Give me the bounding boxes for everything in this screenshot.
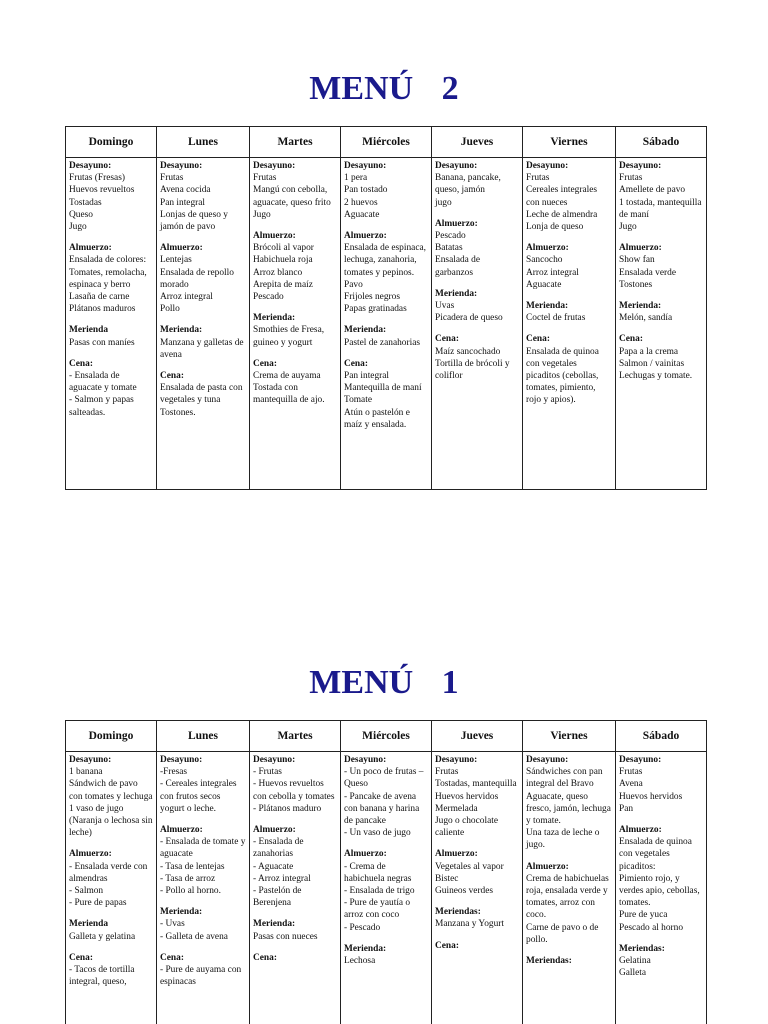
meal-label: Merienda: (344, 325, 387, 336)
meal-item: Pescado (253, 292, 284, 303)
meal-item: Smothies de Fresa, guineo y yogurt (253, 325, 325, 348)
day-meals-cell (523, 752, 616, 1024)
meal-block (526, 861, 612, 946)
meal-block (69, 242, 153, 315)
day-header: Sábado (616, 721, 707, 752)
meal-label: Almuerzo: (344, 849, 387, 860)
meal-label: Desayuno: (253, 161, 296, 171)
meal-block (526, 160, 612, 233)
meal-block (253, 824, 337, 909)
meal-item: - Ensalada de zanahorias (253, 837, 304, 860)
meal-label: Almuerzo: (69, 849, 112, 860)
meal-label: Cena: (253, 358, 277, 369)
meal-item: Sándwich de pavo con tomates y lechuga (69, 779, 153, 802)
meal-label: Almuerzo: (526, 861, 569, 872)
meal-item: Aguacate (526, 279, 562, 290)
meal-item: - Tacos de tortilla integral, queso, (69, 965, 135, 988)
meal-item: - Galleta de avena (160, 931, 228, 942)
meal-item: Ensalada de pasta con vegetales y tuna (160, 383, 243, 406)
day-meals-cell (250, 158, 341, 490)
meal-item: Ensalada de quinoa con vegetales picaditos (cebollas, tomates, pimiento, rojo y apios). (526, 346, 599, 406)
meal-label: Merienda: (435, 288, 478, 299)
meal-item: Show fan (619, 255, 655, 266)
meal-item: - Pure de papas (69, 898, 127, 909)
meal-item: Maíz sancochado (435, 346, 501, 357)
meal-item: Pavo (344, 279, 363, 290)
meal-item: Pescado (435, 231, 466, 242)
meal-item: Mangú con cebolla, aguacate, queso frito (253, 185, 331, 208)
meal-block (344, 754, 428, 839)
meal-item: Tostones. (160, 407, 196, 418)
meal-block (526, 333, 612, 406)
meal-block (253, 918, 337, 942)
day-header: Domingo (66, 127, 157, 158)
meal-block (253, 754, 337, 815)
meal-item: Papas gratinadas (344, 304, 407, 315)
meal-block (253, 358, 337, 407)
day-meals-cell (157, 158, 250, 490)
meal-block (435, 754, 519, 839)
meal-item: Tostadas (69, 197, 102, 208)
meal-label: Desayuno: (160, 755, 203, 765)
meal-item: Ensalada de colores: Tomates, remolacha, espinaca y berro (69, 255, 147, 290)
meal-item: Galleta (619, 968, 647, 979)
meal-item: Frutas (619, 767, 643, 778)
meal-block (526, 955, 612, 967)
day-meals-cell (341, 158, 432, 490)
meal-item: Huevos hervidos (435, 791, 499, 802)
meal-label: Merienda: (160, 325, 203, 336)
meal-block (253, 160, 337, 221)
meal-label: Merienda: (253, 919, 296, 930)
day-header: Miércoles (341, 721, 432, 752)
meal-item: - Un poco de frutas – Queso (344, 767, 424, 790)
meal-item: Arroz integral (526, 267, 579, 278)
day-header-row (66, 127, 707, 158)
meal-item: 1 pera (344, 173, 368, 184)
meal-block (69, 358, 153, 419)
meal-label: Almuerzo: (619, 825, 662, 836)
day-meals-cell (66, 752, 157, 1024)
meal-item: Manzana y Yogurt (435, 919, 505, 930)
meal-label: Cena: (619, 334, 643, 345)
meal-item: Pescado al horno (619, 922, 684, 933)
meal-label: Almuerzo: (160, 243, 203, 254)
meal-label: Cena: (160, 371, 184, 382)
meal-block (253, 952, 337, 964)
meal-item: - Tasa de lentejas (160, 861, 225, 872)
meal-label: Almuerzo: (435, 218, 478, 229)
meal-item: Pimiento rojo, y verdes apio, cebollas, tomates. (619, 873, 700, 909)
day-header: Viernes (523, 127, 616, 158)
menu-1-title: MENÚ 1 (309, 664, 459, 701)
meal-label: Desayuno: (619, 755, 662, 765)
meal-item: 1 tostada, mantequilla de maní (619, 197, 702, 220)
meal-item: Vegetales al vapor (435, 861, 504, 872)
meal-item: Sándwiches con pan integral del Bravo (526, 767, 603, 790)
meal-block (69, 952, 153, 989)
meal-block (69, 754, 153, 839)
meal-block (69, 324, 153, 348)
day-header: Miércoles (341, 127, 432, 158)
meal-item: - Crema de habichuela negras (344, 861, 412, 884)
meal-label: Merienda: (253, 313, 296, 324)
meal-block (69, 918, 153, 942)
meal-block (344, 324, 428, 348)
meal-block (160, 824, 246, 897)
day-meals-cell (523, 158, 616, 490)
meal-label: Cena: (160, 952, 184, 963)
meal-label: Almuerzo: (69, 243, 112, 254)
meal-block (619, 242, 703, 291)
meal-block (526, 300, 612, 324)
meal-item: Frutas (619, 173, 643, 184)
meal-item: Jugo o chocolate caliente (435, 816, 499, 839)
meal-item: Avena (619, 779, 643, 790)
meal-item: Papa a la crema (619, 346, 679, 357)
meal-item: Avena cocida (160, 185, 211, 196)
meal-item: Frutas (253, 173, 277, 184)
day-header: Martes (250, 127, 341, 158)
day-meals-cell (432, 158, 523, 490)
meal-item: Frutas (Fresas) (69, 173, 125, 184)
meal-block (526, 754, 612, 852)
meal-label: Desayuno: (435, 755, 478, 765)
meal-label: Almuerzo: (435, 849, 478, 860)
meal-item: - Pescado (344, 922, 381, 933)
meal-block (344, 358, 428, 431)
day-meals-cell (66, 158, 157, 490)
meal-item: Guineos verdes (435, 886, 494, 897)
meal-item: - Pancake de avena con banana y harina de pancake (344, 791, 420, 827)
meal-item: Plátanos maduros (69, 304, 136, 315)
meal-item: Leche de almendra (526, 209, 598, 220)
meal-block (435, 940, 519, 952)
meal-item: Tortilla de brócoli y coliflor (435, 358, 510, 382)
meal-item: Pastel de zanahorias (344, 337, 421, 348)
meal-item: Lechugas y tomate. (619, 371, 693, 382)
meal-label: Merienda (69, 919, 109, 930)
meal-block (435, 848, 519, 897)
meal-item: Atún o pastelón e maíz y ensalada. (344, 407, 410, 430)
meal-label: Merienda: (526, 301, 569, 312)
meal-item: Picadera de queso (435, 313, 503, 324)
meal-item: - Tasa de arroz (160, 873, 216, 884)
meal-label: Almuerzo: (344, 231, 387, 242)
day-meals-cell (616, 752, 707, 1024)
meal-label: Cena: (435, 334, 459, 345)
meal-item: Pasas con maníes (69, 337, 135, 348)
meal-item: - Ensalada de aguacate y tomate (69, 371, 137, 394)
meal-item: Sancocho (526, 255, 563, 266)
meal-item: Crema de auyama (253, 371, 321, 382)
meal-label: Meriendas: (526, 956, 572, 967)
meal-item: -Fresas (160, 767, 188, 778)
meal-item: - Uvas (160, 919, 185, 930)
meal-block (253, 312, 337, 349)
meal-label: Almuerzo: (253, 825, 296, 836)
meal-item: - Salmon y papas salteadas. (69, 395, 134, 418)
meal-block (619, 824, 703, 934)
meal-item: Mermelada (435, 803, 478, 814)
meal-item: Bistec (435, 873, 459, 884)
meal-label: Almuerzo: (526, 243, 569, 254)
meal-item: Aguacate, queso fresco, jamón, lechuga y tomate. (526, 791, 611, 827)
meal-item: Huevos revueltos (69, 185, 135, 196)
meal-item: - Cereales integrales con frutos secos yogurt o leche. (160, 779, 237, 814)
day-header: Sábado (616, 127, 707, 158)
day-meals-cell (432, 752, 523, 1024)
meal-block (69, 848, 153, 909)
meal-item: - Pure de yautía o arroz con coco (344, 898, 411, 921)
meal-label: Cena: (344, 358, 368, 369)
day-header: Domingo (66, 721, 157, 752)
meal-item: - Pollo al horno. (160, 886, 221, 897)
meal-label: Desayuno: (526, 755, 569, 765)
meal-block (435, 333, 519, 382)
meal-label: Desayuno: (160, 161, 203, 171)
meal-item: Mantequilla de maní (344, 383, 422, 394)
meal-item: Crema de habichuelas roja, ensalada verde y tomates, arroz con coco. (526, 873, 609, 921)
meal-item: Ensalada de espinaca, lechuga, zanahoria, tomates y pepinos. (344, 243, 426, 278)
meal-item: Salmon / vainitas (619, 358, 685, 369)
meal-item: Tostadas, mantequilla (435, 779, 517, 790)
meal-item: Ensalada verde (619, 267, 677, 278)
meals-row (66, 752, 707, 1024)
menu-2-title: MENÚ 2 (309, 70, 459, 107)
meal-block (69, 160, 153, 233)
meal-item: Jugo (619, 222, 637, 233)
meal-item: - Plátanos maduro (253, 803, 322, 814)
meal-item: Ensalada de repollo morado (160, 267, 234, 290)
meal-block (160, 242, 246, 315)
meal-item: 1 banana (69, 767, 103, 778)
meal-item: Lentejas (160, 255, 192, 266)
meal-block (160, 370, 246, 419)
meal-item: Arroz integral (160, 292, 213, 303)
meal-item: - Huevos revueltos con cebolla y tomates (253, 779, 335, 802)
meal-item: Frijoles negros (344, 292, 400, 303)
meal-item: Batatas (435, 243, 463, 254)
meal-block (619, 754, 703, 815)
meal-item: Cereales integrales con nueces (526, 185, 598, 208)
meal-block (435, 160, 519, 209)
meal-label: Meriendas: (435, 907, 481, 918)
meal-item: Pure de yuca (619, 910, 668, 921)
meal-item: Uvas (435, 301, 455, 312)
meal-item: Arroz blanco (253, 267, 303, 278)
meal-label: Meriendas: (619, 943, 665, 954)
meal-item: Banana, pancake, queso, jamón (435, 173, 501, 196)
day-header: Martes (250, 721, 341, 752)
day-meals-cell (250, 752, 341, 1024)
meal-item: - Frutas (253, 767, 282, 778)
meal-item: Amellete de pavo (619, 185, 686, 196)
meal-label: Merienda: (160, 907, 203, 918)
meal-item: Carne de pavo o de pollo. (526, 922, 599, 945)
meal-item: Una taza de leche o jugo. (526, 828, 600, 851)
meal-item: Jugo (253, 209, 271, 220)
meal-label: Merienda: (619, 301, 662, 312)
day-header-row (66, 721, 707, 752)
meal-item: Pasas con nueces (253, 931, 318, 942)
meal-item: - Aguacate (253, 861, 294, 872)
meal-block (619, 300, 703, 324)
meal-item: Lonjas de queso y jamón de pavo (160, 209, 228, 233)
meal-item: Frutas (526, 173, 550, 184)
meal-item: - Ensalada verde con almendras (69, 861, 148, 884)
meal-block (344, 848, 428, 933)
meal-item: Tomate (344, 395, 372, 406)
meal-label: Desayuno: (69, 755, 112, 765)
meal-item: Pan integral (344, 371, 390, 382)
day-header: Jueves (432, 127, 523, 158)
meal-item: Galleta y gelatina (69, 931, 136, 942)
meal-item: Gelatina (619, 956, 651, 967)
meal-item: 2 huevos (344, 197, 378, 208)
meal-label: Desayuno: (69, 161, 112, 171)
meal-block (435, 218, 519, 279)
day-meals-cell (341, 752, 432, 1024)
meal-item: Tostada con mantequilla de ajo. (253, 383, 325, 406)
meal-block (160, 754, 246, 815)
meal-block (435, 288, 519, 325)
meal-item: 1 vaso de jugo (Naranja o lechosa sin leche) (69, 803, 153, 839)
meal-label: Desayuno: (344, 755, 387, 765)
menu-1-table (65, 720, 707, 1024)
meal-item: Melón, sandía (619, 313, 673, 324)
day-meals-cell (157, 752, 250, 1024)
meal-item: Frutas (160, 173, 184, 184)
meal-label: Desayuno: (435, 161, 478, 171)
meal-item: Arepita de maíz (253, 279, 313, 290)
meal-item: - Ensalada de trigo (344, 886, 415, 897)
day-header: Jueves (432, 721, 523, 752)
meal-block (160, 906, 246, 943)
meal-item: Frutas (435, 767, 459, 778)
meal-item: - Pure de auyama con espinacas (160, 965, 242, 988)
meal-item: Manzana y galletas de avena (160, 337, 244, 360)
meal-label: Cena: (69, 952, 93, 963)
meal-block (619, 160, 703, 233)
meal-block (344, 230, 428, 315)
meal-item: Ensalada de garbanzos (435, 255, 481, 278)
meal-item: Aguacate (344, 209, 380, 220)
meal-item: jugo (435, 197, 452, 208)
meal-item: - Un vaso de jugo (344, 828, 411, 839)
meal-label: Cena: (435, 940, 459, 951)
meal-label: Merienda: (344, 943, 387, 954)
meal-item: Habichuela roja (253, 255, 313, 266)
meal-item: Lonja de queso (526, 222, 584, 233)
meal-item: - Ensalada de tomate y aguacate (160, 837, 246, 860)
meal-label: Cena: (253, 952, 277, 963)
meal-item: Huevos hervidos (619, 791, 683, 802)
meal-block (526, 242, 612, 291)
meal-label: Desayuno: (253, 755, 296, 765)
meal-label: Cena: (69, 358, 93, 369)
meal-block (344, 943, 428, 967)
meal-label: Merienda (69, 325, 109, 336)
meal-item: Tostones (619, 279, 653, 290)
meal-block (435, 906, 519, 930)
meal-block (344, 160, 428, 221)
meal-block (619, 943, 703, 980)
meal-label: Cena: (526, 334, 550, 345)
meal-item: Pan (619, 803, 634, 814)
meal-label: Desayuno: (619, 161, 662, 171)
meals-row (66, 158, 707, 490)
meal-item: - Pastelón de Berenjena (253, 886, 302, 909)
meal-block (160, 160, 246, 233)
meal-label: Almuerzo: (160, 825, 203, 836)
meal-item: Ensalada de quinoa con vegetales picaditos: (619, 837, 692, 872)
meal-item: Lasaña de carne (69, 292, 130, 303)
meal-label: Desayuno: (526, 161, 569, 171)
menu-2-table (65, 126, 707, 490)
meal-item: Queso (69, 209, 93, 220)
day-header: Lunes (157, 127, 250, 158)
day-header: Lunes (157, 721, 250, 752)
meal-block (619, 333, 703, 382)
meal-label: Almuerzo: (619, 243, 662, 254)
meal-item: Pan tostado (344, 185, 388, 196)
meal-label: Almuerzo: (253, 231, 296, 242)
meal-item: Coctel de frutas (526, 313, 586, 324)
meal-item: Brócoli al vapor (253, 243, 314, 254)
day-meals-cell (616, 158, 707, 490)
meal-block (160, 324, 246, 361)
meal-item: Pollo (160, 304, 180, 315)
meal-item: - Arroz integral (253, 873, 311, 884)
meal-item: - Salmon (69, 886, 104, 897)
meal-label: Desayuno: (344, 161, 387, 171)
meal-item: Lechosa (344, 956, 376, 967)
day-header: Viernes (523, 721, 616, 752)
meal-item: Pan integral (160, 197, 206, 208)
meal-block (160, 952, 246, 989)
meal-block (253, 230, 337, 303)
meal-item: Jugo (69, 222, 87, 233)
